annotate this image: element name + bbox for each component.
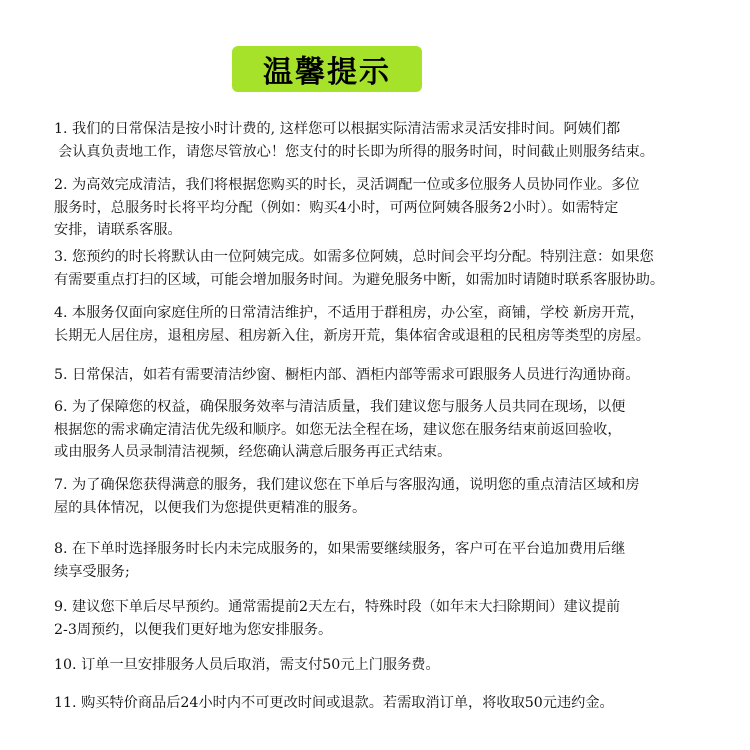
notice-item-4 <box>54 302 714 347</box>
title-badge <box>232 46 422 92</box>
notice-line: 10. 订单一旦安排服务人员后取消，需支付50元上门服务费。 <box>54 657 440 673</box>
notice-line: 5. 日常保洁，如若有需要清洁纱窗、橱柜内部、酒柜内部等需求可跟服务人员进行沟通协商。 <box>54 367 640 383</box>
notice-item-6 <box>54 396 714 464</box>
notice-line: 2. 为高效完成清洁，我们将根据您购买的时长，灵活调配一位或多位服务人员协同作业。多位 <box>54 177 640 193</box>
notice-line: 11. 购买特价商品后24小时内不可更改时间或退款。若需取消订单，将收取50元违约金。 <box>54 695 614 711</box>
notice-item-1 <box>54 118 714 163</box>
notice-line: 或由服务人员录制清洁视频，经您确认满意后服务再正式结束。 <box>54 444 452 460</box>
notice-item-8 <box>54 538 714 583</box>
notice-line: 续享受服务; <box>54 563 130 580</box>
notice-line: 6. 为了保障您的权益，确保服务效率与清洁质量，我们建议您与服务人员共同在现场，以便 <box>54 399 626 415</box>
notice-item-3 <box>54 246 714 291</box>
notice-item-2 <box>54 174 714 242</box>
notice-item-5 <box>54 364 714 387</box>
notice-line: 有需要重点打扫的区域，可能会增加服务时间。为避免服务中断，如需加时请随时联系客服协助。 <box>54 271 665 288</box>
notice-line: 安排，请联系客服。 <box>54 222 182 238</box>
notice-item-9 <box>54 596 714 641</box>
notice-line: 3. 您预约的时长将默认由一位阿姨完成。如需多位阿姨，总时间会平均分配。特别注意：如果您 <box>54 249 654 265</box>
notice-line: 9. 建议您下单后尽早预约。通常需提前2天左右，特殊时段（如年末大扫除期间）建议提前 <box>54 599 621 615</box>
notice-item-10 <box>54 654 714 677</box>
notice-line: 1. 我们的日常保洁是按小时计费的, 这样您可以根据实际清洁需求灵活安排时间。阿姨们都 <box>54 121 621 137</box>
notice-line: 长期无人居住房，退租房屋、租房新入住，新房开荒，集体宿舍或退租的民租房等类型的房屋。 <box>54 327 650 344</box>
page-title: 温馨提示 <box>263 55 391 90</box>
notice-item-7 <box>54 474 714 519</box>
notice-line: 屋的具体情况，以便我们为您提供更精准的服务。 <box>54 499 367 516</box>
notice-line: 服务时，总服务时长将平均分配（例如：购买4小时，可两位阿姨各服务2小时）。如需特定 <box>54 199 619 216</box>
notice-line: 8. 在下单时选择服务时长内未完成服务的，如果需要继续服务，客户可在平台追加费用后继 <box>54 541 626 557</box>
notice-line: 4. 本服务仅面向家庭住所的日常清洁维护，不适用于群租房，办公室，商铺，学校 新房开荒， <box>54 305 645 321</box>
notice-line: 根据您的需求确定清洁优先级和顺序。如您无法全程在场，建议您在服务结束前返回验收， <box>54 421 622 438</box>
notice-item-11 <box>54 692 714 715</box>
notice-line: 7. 为了确保您获得满意的服务，我们建议您在下单后与客服沟通，说明您的重点清洁区域和房 <box>54 477 640 493</box>
notice-line: 会认真负责地工作，请您尽管放心！您支付的时长即为所得的服务时间，时间截止则服务结束。 <box>58 143 654 160</box>
notice-line: 2-3周预约，以便我们更好地为您安排服务。 <box>54 621 333 638</box>
